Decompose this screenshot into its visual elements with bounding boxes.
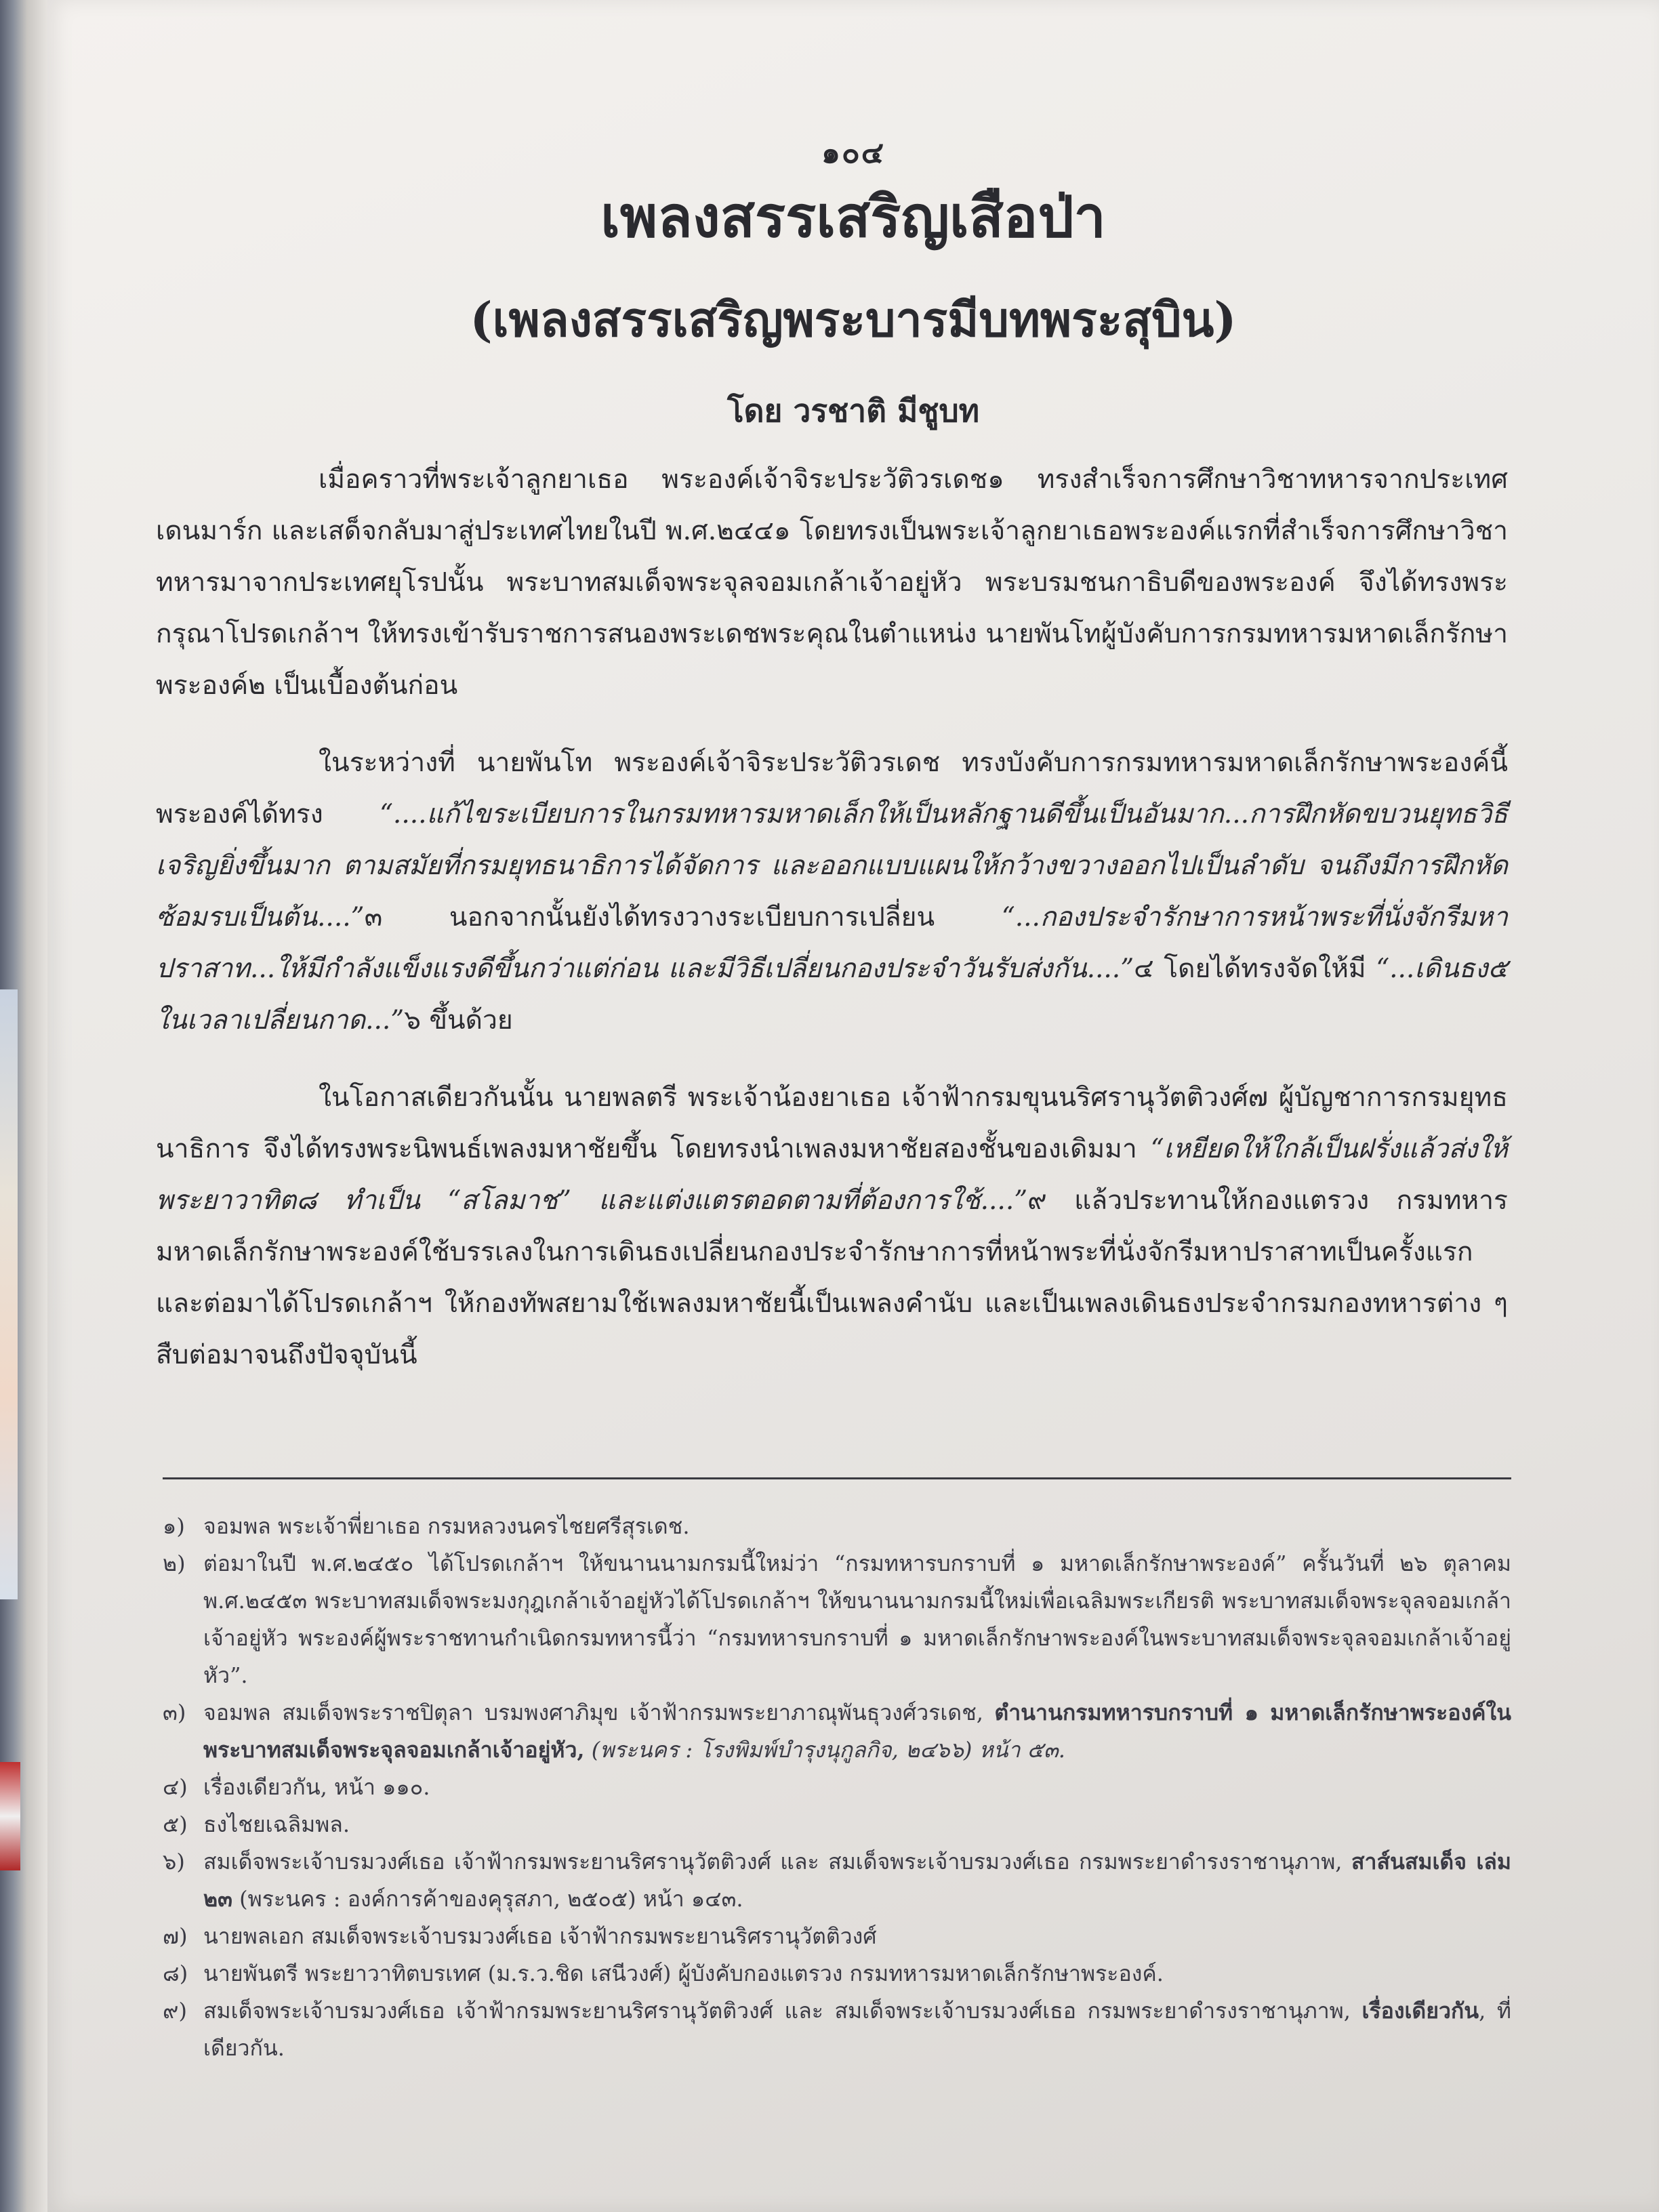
footnote-text: ต่อมาในปี พ.ศ.๒๔๕๐ ได้โปรดเกล้าฯ ให้ขนานนามกรมนี้ใหม่ว่า “กรมทหารบกราบที่ ๑ มหาดเล็กรักษาพระองค์” ครั้นวันที่ ๒๖ ตุลาคม พ.ศ.๒๔๕๓ พระบาทสมเด็จพระมงกุฎเกล้าเจ้าอยู่หัวได้โปรดเกล้าฯ ให้ขนานนามกรมนี้ใหม่เพื่อเฉลิมพระเกียรติ พระบาทสมเด็จพระจุลจอมเกล้าเจ้าอยู่หัว พระองค์ผู้พระราชทานกำเนิดกรมทหารนี้ว่า “กรมทหารบกราบที่ ๑ มหาดเล็กรักษาพระองค์ในพระบาทสมเด็จพระจุลจอมเกล้าเจ้าอยู่หัว”. — [203, 1551, 1511, 1688]
footnote-text: ธงไชยเฉลิมพล. — [203, 1811, 350, 1837]
footnote-text — [203, 1843, 1511, 1918]
footnote-book-title: เรื่องเดียวกัน — [1361, 1998, 1479, 2024]
article-body — [156, 454, 1508, 1407]
footnote-number: ๓) — [163, 1700, 186, 1725]
page-subtitle: (เพลงสรรเสริญพระบารมีบทพระสุบิน) — [470, 291, 1237, 348]
footnote-7 — [163, 1918, 1511, 1955]
footnote-6 — [163, 1843, 1511, 1918]
footnote-divider — [163, 1477, 1511, 1479]
author-line: โดย วรชาติ มีชูบท — [726, 392, 980, 429]
footnote-publication: , ที่เดียวกัน. — [203, 1998, 1512, 2061]
footnote-number: ๒) — [163, 1551, 186, 1576]
footnote-author: สมเด็จพระเจ้าบรมวงศ์เธอ เจ้าฟ้ากรมพระยานริศรานุวัตติวงศ์ และ สมเด็จพระเจ้าบรมวงศ์เธอ กรมพระยาดำรงราชานุภาพ, — [203, 1849, 1351, 1875]
footnote-number: ๗) — [163, 1923, 188, 1949]
paragraph-2-quote-2: “...กองประจำรักษาการหน้าพระที่นั่งจักรีมหาปราสาท...ให้มีกำลังแข็งแรงดีขึ้นกว่าแต่ก่อน และมีวิธีเปลี่ยนกองประจำวันรับส่งกัน....” — [156, 902, 1508, 984]
page-title: เพลงสรรเสริญเสือป่า — [600, 183, 1106, 250]
paragraph-1-text: เมื่อคราวที่พระเจ้าลูกยาเธอ พระองค์เจ้าจิระประวัติวรเดช๑ ทรงสำเร็จการศึกษาวิชาทหารจากประเทศเดนมาร์ก และเสด็จกลับมาสู่ประเทศไทยในปี พ.ศ.๒๔๔๑ โดยทรงเป็นพระเจ้าลูกยาเธอพระองค์แรกที่สำเร็จการศึกษาวิชาทหารมาจากประเทศยุโรปนั้น พระบาทสมเด็จพระจุลจอมเกล้าเจ้าอยู่หัว พระบรมชนกาธิบดีของพระองค์ จึงได้ทรงพระกรุณาโปรดเกล้าฯ ให้ทรงเข้ารับราชการสนองพระเดชพระคุณในตำแหน่ง นายพันโทผู้บังคับการกรมทหารมหาดเล็กรักษาพระองค์๒ เป็นเบื้องต้นก่อน — [156, 464, 1508, 701]
footnote-number: ๕) — [163, 1811, 188, 1837]
adjacent-page-edge — [0, 989, 18, 1599]
footnote-3 — [163, 1694, 1511, 1769]
adjacent-page-edge-red — [0, 1762, 20, 1870]
book-page — [47, 0, 1659, 2212]
footnote-author: จอมพล สมเด็จพระราชปิตุลา บรมพงศาภิมุข เจ้าฟ้ากรมพระยาภาณุพันธุวงศ์วรเดช, — [203, 1700, 995, 1725]
footnotes — [163, 1508, 1511, 2067]
paragraph-2-text-c: ๔ โดยได้ทรงจัดให้มี — [1134, 954, 1376, 984]
footnote-2 — [163, 1545, 1511, 1694]
footnote-8 — [163, 1955, 1511, 1992]
footnote-publication: (พระนคร : องค์การค้าของคุรุสภา, ๒๕๐๕) หน้า ๑๔๓. — [232, 1886, 743, 1912]
footnote-text — [203, 1992, 1511, 2067]
paragraph-1 — [156, 454, 1508, 712]
paragraph-2-text-a: ในระหว่างที่ นายพันโท พระองค์เจ้าจิระประวัติวรเดช ทรงบังคับการกรมทหารมหาดเล็กรักษาพระองค์นี้ พระองค์ได้ทรง — [156, 747, 1508, 830]
footnote-text: นายพันตรี พระยาวาทิตบรเทศ (ม.ร.ว.ชิด เสนีวงศ์) ผู้บังคับกองแตรวง กรมทหารมหาดเล็กรักษาพระองค์. — [203, 1961, 1164, 1986]
footnote-4 — [163, 1769, 1511, 1806]
footnote-text — [203, 1694, 1511, 1769]
footnote-5 — [163, 1806, 1511, 1843]
paragraph-3-quote-1: “เหยียดให้ใกล้เป็นฝรั่งแล้วส่งให้พระยาวาทิต๘ ทำเป็น “สโลมาช” และแต่งแตรตอดตามที่ต้องการใช้....” — [156, 1134, 1508, 1216]
footnote-author: สมเด็จพระเจ้าบรมวงศ์เธอ เจ้าฟ้ากรมพระยานริศรานุวัตติวงศ์ และ สมเด็จพระเจ้าบรมวงศ์เธอ กรมพระยาดำรงราชานุภาพ, — [203, 1998, 1362, 2024]
footnote-text: นายพลเอก สมเด็จพระเจ้าบรมวงศ์เธอ เจ้าฟ้ากรมพระยานริศรานุวัตติวงศ์ — [203, 1923, 877, 1949]
footnote-text: จอมพล พระเจ้าพี่ยาเธอ กรมหลวงนครไชยศรีสุรเดช. — [203, 1513, 690, 1539]
footnote-number: ๔) — [163, 1774, 188, 1800]
footnote-book-title: สาส์นสมเด็จ เล่ม ๒๓ — [203, 1849, 1512, 1912]
footnote-publication: (พระนคร : โรงพิมพ์บำรุงนุกูลกิจ, ๒๔๖๖) หน้า ๕๓. — [584, 1737, 1065, 1763]
footnote-text: เรื่องเดียวกัน, หน้า ๑๑๐. — [203, 1774, 430, 1800]
paragraph-2-quote-1: “....แก้ไขระเบียบการในกรมทหารมหาดเล็กให้เป็นหลักฐานดีขึ้นเป็นอันมาก...การฝึกหัดขบวนยุทธวิธีเจริญยิ่งขึ้นมาก ตามสมัยที่กรมยุทธนาธิการได้จัดการ และออกแบบแผนให้กว้างขวางออกไปเป็นลำดับ จนถึงมีการฝึกหัดซ้อมรบเป็นต้น....” — [156, 799, 1508, 933]
paragraph-2-text-b: ๓ นอกจากนั้นยังได้ทรงวางระเบียบการเปลี่ยน — [364, 902, 1002, 933]
footnote-number: ๘) — [163, 1961, 188, 1986]
paragraph-3 — [156, 1072, 1508, 1381]
footnote-9 — [163, 1992, 1511, 2067]
paragraph-2 — [156, 737, 1508, 1046]
footnote-number: ๖) — [163, 1849, 185, 1875]
footnote-book-title: ตำนานกรมทหารบกราบที่ ๑ มหาดเล็กรักษาพระองค์ในพระบาทสมเด็จพระจุลจอมเกล้าเจ้าอยู่หัว, — [203, 1700, 1512, 1763]
paragraph-2-quote-3: “...เดินธง๕ ในเวลาเปลี่ยนกาด...” — [156, 954, 1509, 1036]
footnote-number: ๑) — [163, 1513, 185, 1539]
paragraph-3-text-b: ๙ แล้วประทานให้กองแตรวง กรมทหารมหาดเล็กรักษาพระองค์ใช้บรรเลงในการเดินธงเปลี่ยนกองประจำรักษาการที่หน้าพระที่นั่งจักรีมหาปราสาทเป็นครั้งแรก และต่อมาได้โปรดเกล้าฯ ให้กองทัพสยามใช้เพลงมหาชัยนี้เป็นเพลงคำนับ และเป็นเพลงเดินธงประจำกรมกองทหารต่าง ๆ สืบต่อมาจนถึงปัจจุบันนี้ — [156, 1185, 1508, 1370]
page-number: ๑๐๔ — [821, 136, 886, 170]
footnote-1 — [163, 1508, 1511, 1545]
paragraph-3-text-a: ในโอกาสเดียวกันนั้น นายพลตรี พระเจ้าน้องยาเธอ เจ้าฟ้ากรมขุนนริศรานุวัตติวงศ์๗ ผู้บัญชาการกรมยุทธนาธิการ จึงได้ทรงพระนิพนธ์เพลงมหาชัยขึ้น โดยทรงนำเพลงมหาชัยสองชั้นของเดิมมา — [156, 1082, 1508, 1164]
paragraph-2-text-d: ๖ ขึ้นด้วย — [404, 1005, 513, 1036]
footnote-number: ๙) — [163, 1998, 187, 2024]
